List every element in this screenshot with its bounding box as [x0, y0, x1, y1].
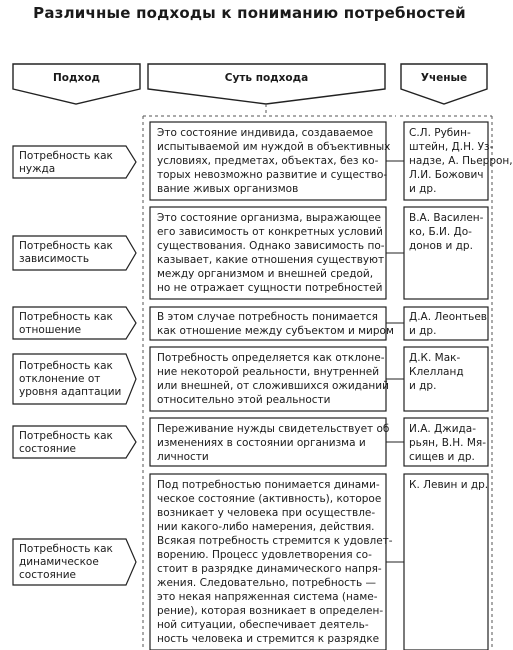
essence-text-dependence: Это состояние организма, выражающее его зависимость от конкретных условий существования. Однако зависимость по- казывает, какие отношения существуют между организмом и внешней средой, но не отражает сущности потребностей: [157, 212, 385, 294]
header-scientists: Ученые: [420, 72, 468, 84]
approach-label-relation: Потребность как отношение: [19, 311, 113, 336]
approach-label-state: Потребность как состояние: [19, 430, 113, 455]
approach-label-need: Потребность как нужда: [19, 150, 113, 175]
scientists-text-dependence: В.А. Василен- ко, Б.И. До- донов и др.: [409, 212, 484, 252]
scientists-box-6: [404, 474, 488, 650]
approach-label-dynamic-state: Потребность как динамическое состояние: [19, 543, 113, 581]
scientists-text-dynamic-state: К. Левин и др.: [409, 479, 489, 491]
approach-label-deviation: Потребность как отклонение от уровня адаптации: [19, 360, 122, 398]
essence-text-relation: В этом случае потребность понимается как отношение между субъектом и миром: [157, 311, 394, 337]
essence-text-dynamic-state: Под потребностью понимается динами- ческое состояние (активность), которое возникает у человека при осуществле- нии какого-либо намерения, действия. Всякая потребность стремится к удовлет- ворению. Процесс удовлетворения со- стоит в разрядке динамического напря- жения. Следовательно, потребность — это некая напряженная система (наме- рение), которая возникает в определен- ной ситуации, обеспечивает деятель- ность человека и стремится к разрядке: [157, 479, 393, 645]
scientists-text-state: И.А. Джида- рьян, В.Н. Мя- сищев и др.: [409, 423, 486, 463]
header-approach: Подход: [53, 72, 100, 84]
scientists-text-need: С.Л. Рубин- штейн, Д.Н. Уз- надзе, А. Пьеррон, Л.И. Божович и др.: [409, 127, 513, 195]
essence-text-deviation: Потребность определяется как отклоне- ние некоторой реальности, внутренней или внешней, от сложившихся ожиданий относительно этой реальности: [157, 352, 389, 406]
header-essence: Суть подхода: [224, 72, 309, 84]
scientists-text-deviation: Д.К. Мак- Клелланд и др.: [409, 352, 464, 392]
essence-text-state: Переживание нужды свидетельствует об изменениях в состоянии организма и личности: [157, 423, 390, 463]
diagram-title: Различные подходы к пониманию потребностей: [33, 4, 466, 22]
essence-text-need: Это состояние индивида, создаваемое испытываемой им нуждой в объективных условиях, предметах, объектах, без ко- торых невозможно развитие и существо- вание живых организмов: [157, 127, 391, 195]
approach-label-dependence: Потребность как зависимость: [19, 240, 113, 265]
scientists-text-relation: Д.А. Леонтьев и др.: [409, 311, 487, 337]
